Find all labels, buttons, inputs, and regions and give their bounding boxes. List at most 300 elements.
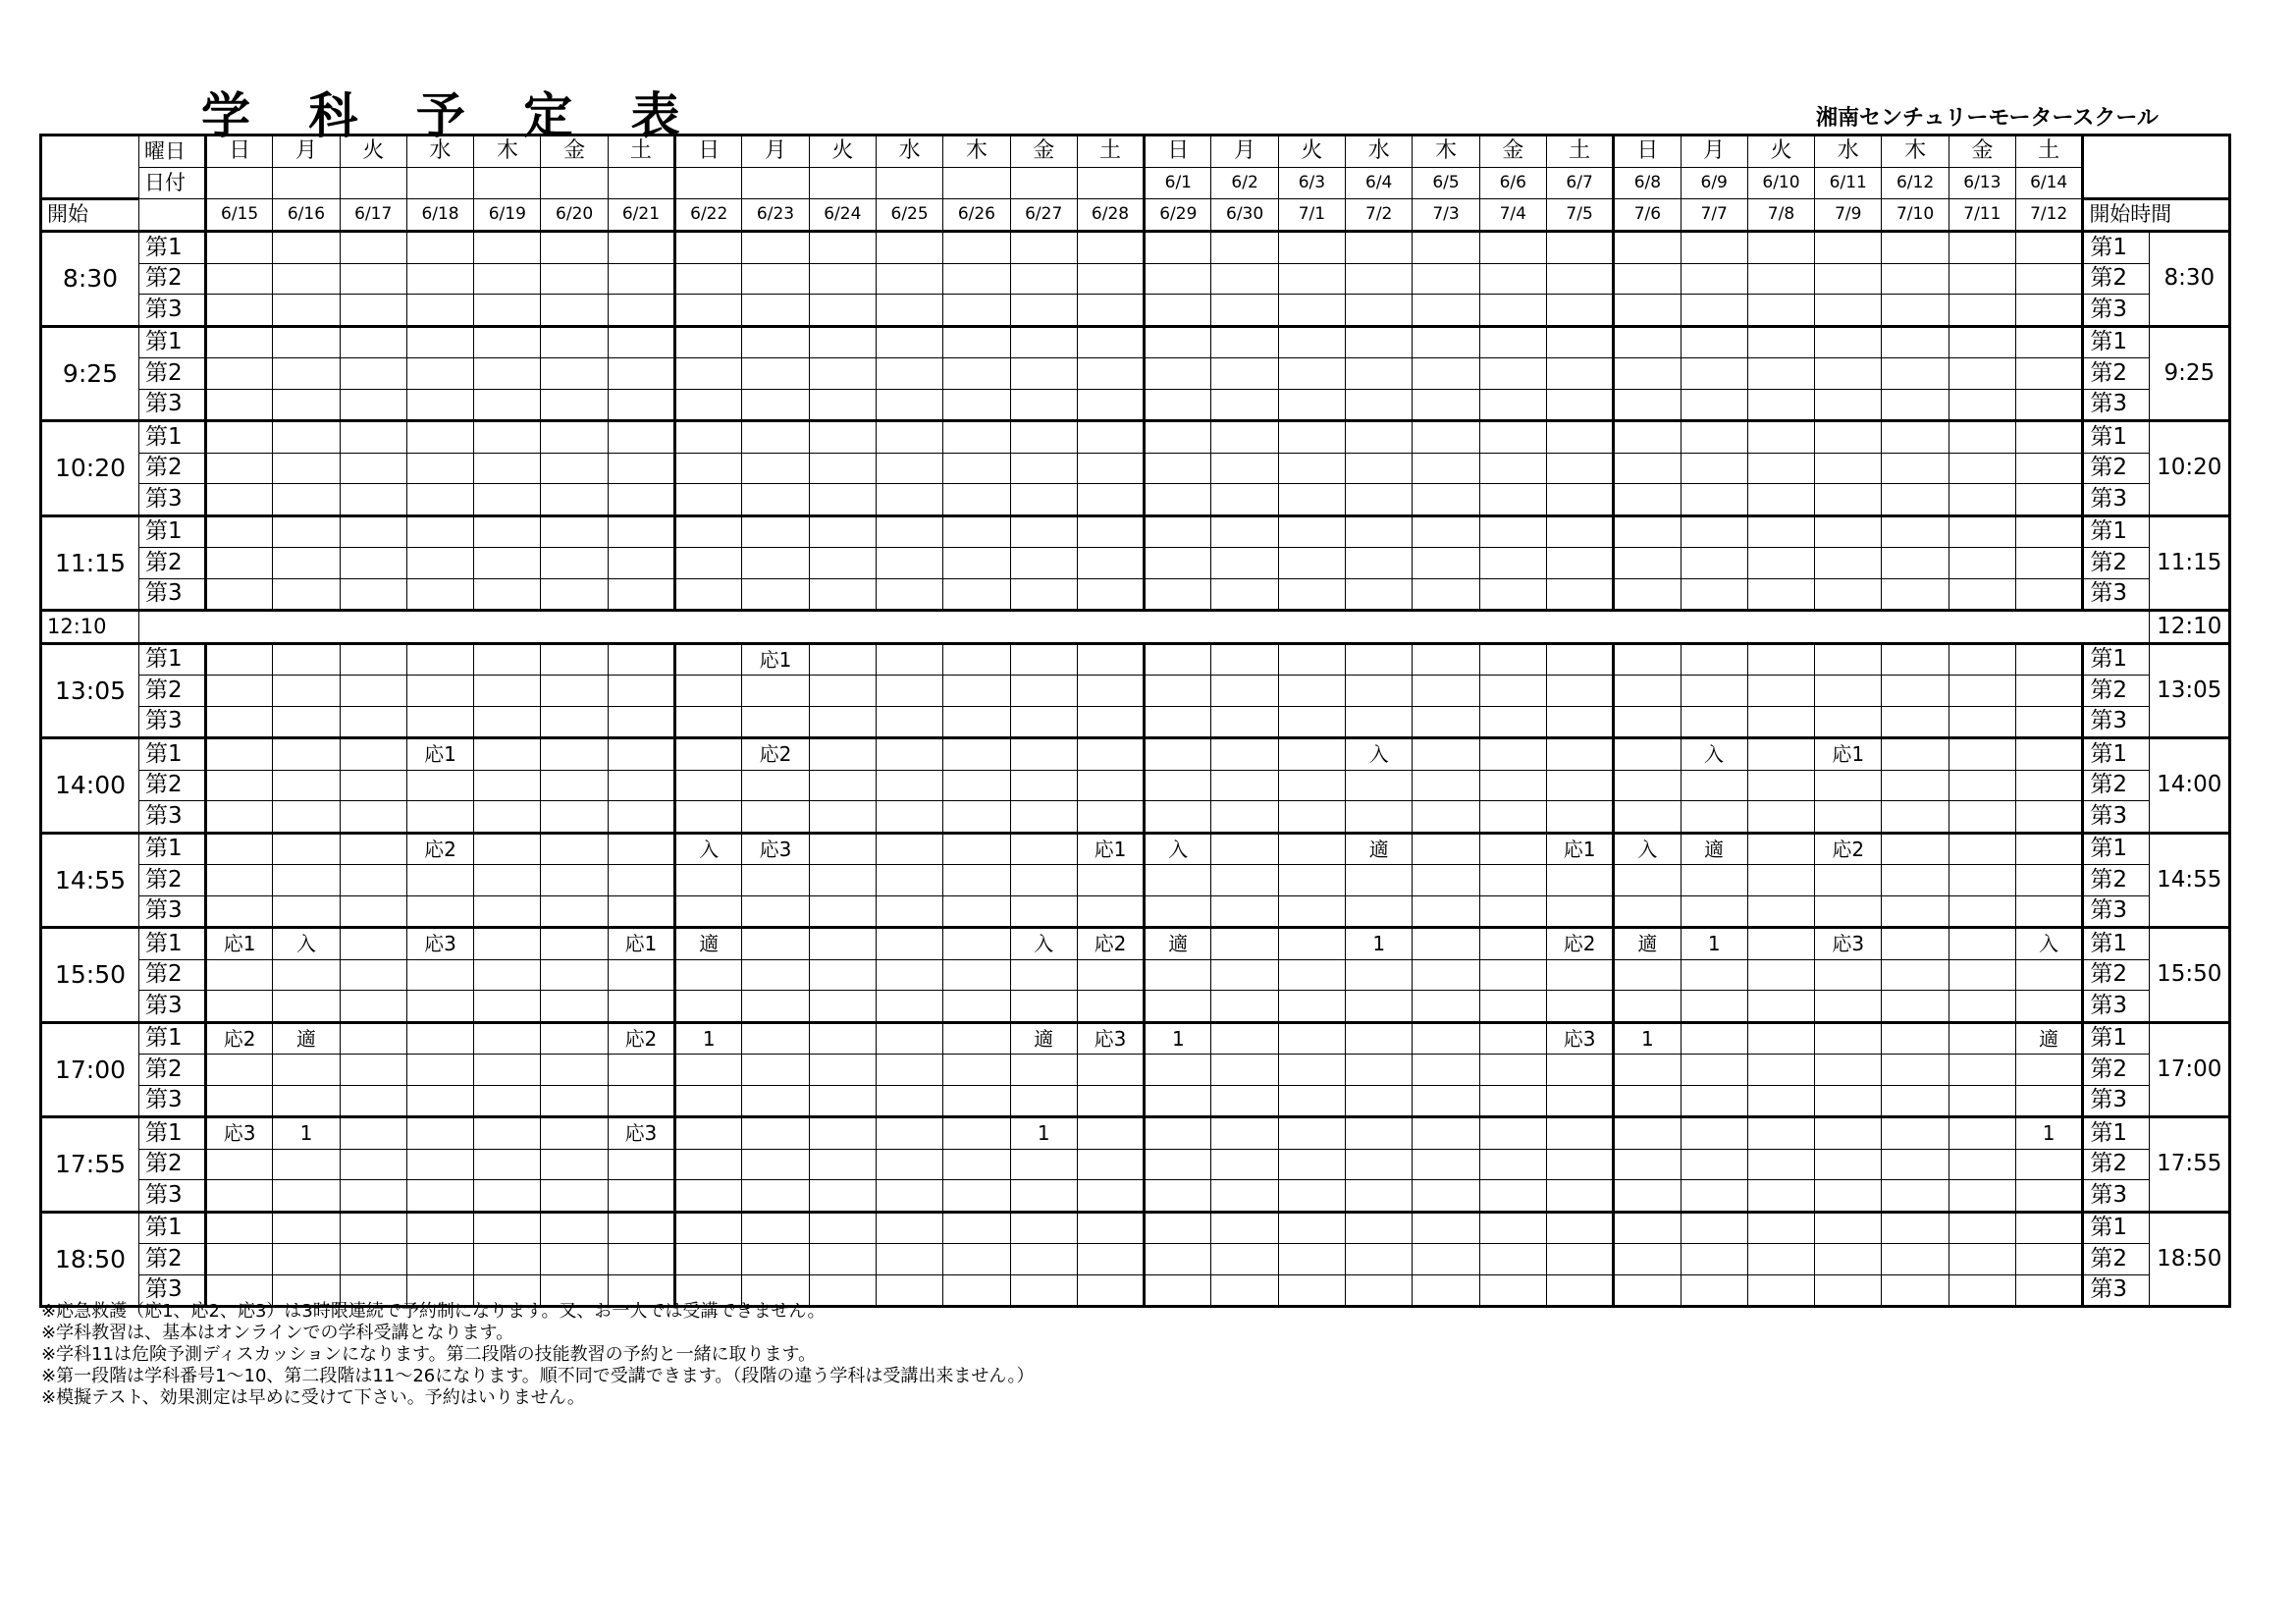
date-cell: 6/2: [1211, 167, 1278, 198]
schedule-cell: [876, 421, 942, 454]
schedule-cell: [1546, 548, 1613, 579]
schedule-cell: [1211, 358, 1278, 390]
schedule-cell: [943, 706, 1010, 738]
schedule-cell: [1479, 1244, 1546, 1275]
schedule-cell: [2016, 1149, 2083, 1180]
class-entry: 応2: [1546, 928, 1613, 960]
schedule-cell: [1145, 1244, 1211, 1275]
schedule-cell: [1278, 770, 1345, 801]
schedule-cell: [1614, 1180, 1681, 1213]
class-entry: 応1: [1815, 738, 1882, 771]
schedule-cell: [1949, 643, 2015, 676]
schedule-cell: [1546, 706, 1613, 738]
period-row: [41, 738, 2230, 771]
schedule-cell: [1346, 484, 1413, 516]
schedule-cell: [1010, 515, 1077, 548]
schedule-cell: [1747, 1244, 1814, 1275]
schedule-cell: [1882, 1085, 1949, 1117]
time-label: 12:10: [41, 611, 139, 644]
schedule-cell: [1145, 578, 1211, 611]
schedule-cell: [206, 326, 273, 358]
class-entry: 応2: [742, 738, 809, 771]
period-label: 第2: [139, 1055, 206, 1086]
schedule-cell: [876, 515, 942, 548]
schedule-cell: [2016, 706, 2083, 738]
schedule-cell: [1479, 1055, 1546, 1086]
schedule-cell: [876, 1055, 942, 1086]
schedule-cell: [1211, 865, 1278, 896]
schedule-cell: [1815, 1085, 1882, 1117]
schedule-cell: [1681, 676, 1747, 707]
schedule-cell: [675, 548, 742, 579]
schedule-cell: [876, 706, 942, 738]
schedule-cell: [1546, 326, 1613, 358]
date-cell: 6/29: [1145, 198, 1211, 232]
schedule-cell: [206, 1212, 273, 1244]
schedule-cell: [1010, 1085, 1077, 1117]
schedule-cell: [608, 643, 674, 676]
period-label: 第3: [139, 895, 206, 928]
schedule-cell: [608, 421, 674, 454]
schedule-cell: [1077, 548, 1144, 579]
schedule-cell: [876, 1244, 942, 1275]
schedule-cell: [1479, 1274, 1546, 1307]
schedule-cell: [1145, 295, 1211, 327]
schedule-cell: [943, 895, 1010, 928]
schedule-cell: [943, 833, 1010, 865]
schedule-cell: [1479, 1117, 1546, 1150]
schedule-cell: [1010, 578, 1077, 611]
schedule-cell: [206, 643, 273, 676]
schedule-cell: [608, 1212, 674, 1244]
schedule-cell: [1278, 295, 1345, 327]
schedule-cell: [541, 770, 608, 801]
schedule-cell: [876, 326, 942, 358]
period-label: 第2: [2083, 263, 2150, 295]
schedule-cell: [1949, 421, 2015, 454]
schedule-cell: [1882, 263, 1949, 295]
schedule-cell: [943, 643, 1010, 676]
schedule-cell: [608, 676, 674, 707]
weekday-cell: 水: [876, 135, 942, 168]
schedule-cell: [1077, 1274, 1144, 1307]
schedule-cell: [541, 421, 608, 454]
schedule-cell: [541, 389, 608, 421]
schedule-cell: [1479, 1149, 1546, 1180]
schedule-cell: [943, 959, 1010, 991]
schedule-cell: [340, 1055, 406, 1086]
class-entry: 応3: [1077, 1022, 1144, 1055]
schedule-cell: [809, 578, 876, 611]
schedule-cell: [876, 643, 942, 676]
schedule-cell: [742, 326, 809, 358]
schedule-cell: [742, 1085, 809, 1117]
schedule-cell: [1747, 991, 1814, 1023]
header-blank: [139, 198, 206, 232]
schedule-cell: [474, 1244, 541, 1275]
period-label: 第1: [2083, 515, 2150, 548]
schedule-cell: [809, 484, 876, 516]
schedule-cell: [541, 928, 608, 960]
date-cell: 6/28: [1077, 198, 1144, 232]
schedule-cell: [1346, 389, 1413, 421]
schedule-cell: [1681, 1180, 1747, 1213]
schedule-cell: [2016, 676, 2083, 707]
schedule-cell: [675, 389, 742, 421]
schedule-cell: [206, 895, 273, 928]
schedule-cell: [1010, 232, 1077, 264]
schedule-cell: [1614, 1055, 1681, 1086]
schedule-cell: [943, 865, 1010, 896]
class-entry: 入: [1346, 738, 1413, 771]
period-row: [41, 1085, 2230, 1117]
schedule-cell: [2016, 484, 2083, 516]
schedule-cell: [742, 1055, 809, 1086]
schedule-cell: [1681, 1274, 1747, 1307]
schedule-cell: [1546, 801, 1613, 834]
schedule-cell: [273, 548, 340, 579]
time-label: 14:00: [2150, 738, 2230, 834]
schedule-cell: [1747, 895, 1814, 928]
schedule-cell: [608, 1055, 674, 1086]
period-row: [41, 1244, 2230, 1275]
schedule-cell: [1614, 263, 1681, 295]
schedule-cell: [943, 389, 1010, 421]
schedule-cell: [943, 1244, 1010, 1275]
class-entry: 1: [273, 1117, 340, 1150]
schedule-cell: [474, 928, 541, 960]
schedule-cell: [541, 801, 608, 834]
schedule-cell: [1882, 928, 1949, 960]
class-entry: 応2: [206, 1022, 273, 1055]
schedule-cell: [1413, 295, 1479, 327]
date-cell: [608, 167, 674, 198]
schedule-cell: [340, 1212, 406, 1244]
schedule-cell: [474, 991, 541, 1023]
schedule-cell: [675, 770, 742, 801]
schedule-cell: [675, 1212, 742, 1244]
schedule-cell: [1882, 453, 1949, 484]
schedule-cell: [1278, 801, 1345, 834]
period-label: 第3: [2083, 1274, 2150, 1307]
schedule-cell: [1346, 1180, 1413, 1213]
schedule-cell: [541, 515, 608, 548]
period-label: 第3: [139, 801, 206, 834]
schedule-cell: [406, 865, 473, 896]
schedule-cell: [675, 991, 742, 1023]
schedule-cell: [1479, 1085, 1546, 1117]
schedule-cell: [206, 770, 273, 801]
schedule-cell: [541, 643, 608, 676]
schedule-cell: [2016, 232, 2083, 264]
schedule-cell: [608, 738, 674, 771]
schedule-cell: [809, 421, 876, 454]
time-label: 11:15: [41, 515, 139, 611]
schedule-cell: [541, 991, 608, 1023]
period-label: 第3: [2083, 389, 2150, 421]
weekday-cell: 水: [1346, 135, 1413, 168]
schedule-cell: [809, 358, 876, 390]
schedule-cell: [809, 991, 876, 1023]
schedule-cell: [340, 1244, 406, 1275]
time-label: 10:20: [2150, 421, 2230, 516]
schedule-cell: [1211, 738, 1278, 771]
period-label: 第1: [139, 326, 206, 358]
schedule-cell: [340, 706, 406, 738]
schedule-cell: [1747, 358, 1814, 390]
schedule-cell: [273, 959, 340, 991]
weekday-cell: 土: [1546, 135, 1613, 168]
period-row: [41, 515, 2230, 548]
schedule-cell: [1010, 326, 1077, 358]
period-label: 第2: [139, 770, 206, 801]
schedule-cell: [809, 295, 876, 327]
schedule-cell: [742, 1244, 809, 1275]
schedule-cell: [1077, 706, 1144, 738]
schedule-cell: [406, 1117, 473, 1150]
schedule-cell: [943, 295, 1010, 327]
schedule-cell: [541, 578, 608, 611]
weekday-cell: 土: [1077, 135, 1144, 168]
schedule-cell: [1681, 326, 1747, 358]
schedule-cell: [1010, 895, 1077, 928]
period-label: 第1: [139, 1212, 206, 1244]
schedule-cell: [1413, 1055, 1479, 1086]
schedule-cell: [406, 548, 473, 579]
schedule-cell: [406, 1022, 473, 1055]
schedule-cell: [1614, 676, 1681, 707]
schedule-cell: [340, 1117, 406, 1150]
weekday-cell: 火: [1278, 135, 1345, 168]
schedule-cell: [2016, 578, 2083, 611]
schedule-cell: [474, 548, 541, 579]
schedule-cell: [406, 959, 473, 991]
period-label: 第3: [2083, 484, 2150, 516]
schedule-cell: [273, 1180, 340, 1213]
schedule-cell: [1882, 833, 1949, 865]
date-cell: 6/24: [809, 198, 876, 232]
class-entry: 入: [675, 833, 742, 865]
schedule-cell: [1949, 232, 2015, 264]
schedule-cell: [608, 1149, 674, 1180]
schedule-cell: [1815, 515, 1882, 548]
schedule-cell: [541, 326, 608, 358]
schedule-cell: [406, 421, 473, 454]
weekday-cell: 日: [1145, 135, 1211, 168]
schedule-cell: [675, 263, 742, 295]
schedule-cell: [1747, 453, 1814, 484]
schedule-cell: [406, 643, 473, 676]
schedule-cell: [1681, 232, 1747, 264]
schedule-cell: [1346, 1055, 1413, 1086]
schedule-cell: [675, 326, 742, 358]
date-cell: 7/8: [1747, 198, 1814, 232]
schedule-cell: [1413, 928, 1479, 960]
schedule-cell: [406, 578, 473, 611]
weekday-cell: 土: [608, 135, 674, 168]
schedule-cell: [340, 770, 406, 801]
schedule-cell: [742, 676, 809, 707]
schedule-cell: [1278, 833, 1345, 865]
schedule-cell: [1211, 232, 1278, 264]
period-label: 第3: [2083, 706, 2150, 738]
schedule-cell: [608, 833, 674, 865]
schedule-cell: [1815, 1274, 1882, 1307]
schedule-cell: [273, 833, 340, 865]
class-entry: 応3: [608, 1117, 674, 1150]
period-label: 第2: [2083, 453, 2150, 484]
schedule-cell: [608, 1180, 674, 1213]
schedule-cell: [809, 928, 876, 960]
schedule-cell: [809, 643, 876, 676]
schedule-cell: [206, 1149, 273, 1180]
schedule-cell: [1278, 865, 1345, 896]
schedule-cell: [1882, 326, 1949, 358]
schedule-cell: [1949, 295, 2015, 327]
date-cell: 7/7: [1681, 198, 1747, 232]
period-label: 第1: [139, 833, 206, 865]
class-entry: 適: [1145, 928, 1211, 960]
schedule-cell: [474, 453, 541, 484]
class-entry: 応1: [742, 643, 809, 676]
schedule-cell: [608, 770, 674, 801]
class-entry: 応2: [406, 833, 473, 865]
date-cell: 6/10: [1747, 167, 1814, 198]
schedule-cell: [943, 1180, 1010, 1213]
schedule-cell: [608, 358, 674, 390]
schedule-cell: [541, 706, 608, 738]
weekday-cell: 木: [1882, 135, 1949, 168]
schedule-cell: [541, 1244, 608, 1275]
schedule-cell: [541, 1022, 608, 1055]
schedule-cell: [340, 453, 406, 484]
weekday-cell: 月: [742, 135, 809, 168]
schedule-cell: [1546, 1180, 1613, 1213]
date-cell: 6/26: [943, 198, 1010, 232]
schedule-cell: [206, 676, 273, 707]
schedule-cell: [474, 770, 541, 801]
schedule-cell: [1077, 643, 1144, 676]
schedule-cell: [1077, 1117, 1144, 1150]
schedule-cell: [1413, 1022, 1479, 1055]
school-name: 湘南センチュリーモータースクール: [1816, 106, 2159, 131]
schedule-cell: [1614, 991, 1681, 1023]
period-label: 第2: [139, 453, 206, 484]
schedule-cell: [1614, 358, 1681, 390]
date-cell: 6/3: [1278, 167, 1345, 198]
schedule-cell: [1747, 1212, 1814, 1244]
schedule-cell: [1614, 865, 1681, 896]
schedule-cell: [1614, 1085, 1681, 1117]
header-blank: [2083, 135, 2230, 168]
schedule-cell: [1882, 676, 1949, 707]
schedule-cell: [206, 548, 273, 579]
schedule-cell: [742, 453, 809, 484]
weekday-cell: 月: [1681, 135, 1747, 168]
schedule-cell: [1346, 263, 1413, 295]
schedule-cell: [206, 453, 273, 484]
schedule-cell: [1546, 1274, 1613, 1307]
date-cell: 7/11: [1949, 198, 2015, 232]
schedule-cell: [1747, 578, 1814, 611]
class-entry: 適: [1681, 833, 1747, 865]
schedule-cell: [1614, 548, 1681, 579]
schedule-cell: [809, 453, 876, 484]
schedule-cell: [876, 453, 942, 484]
schedule-cell: [2016, 959, 2083, 991]
schedule-cell: [1278, 1022, 1345, 1055]
schedule-cell: [1145, 548, 1211, 579]
schedule-cell: [1949, 738, 2015, 771]
schedule-cell: [1145, 706, 1211, 738]
schedule-cell: [1346, 1212, 1413, 1244]
schedule-cell: [608, 389, 674, 421]
schedule-cell: [1815, 358, 1882, 390]
schedule-cell: [1278, 1085, 1345, 1117]
class-entry: 応2: [1815, 833, 1882, 865]
schedule-cell: [1278, 232, 1345, 264]
schedule-cell: [1413, 232, 1479, 264]
schedule-cell: [2016, 295, 2083, 327]
schedule-cell: [1346, 232, 1413, 264]
note-line: ※模擬テスト、効果測定は早めに受けて下さい。予約はいりません。: [41, 1387, 585, 1408]
schedule-cell: [1747, 1055, 1814, 1086]
schedule-cell: [1882, 295, 1949, 327]
schedule-cell: [1949, 1274, 2015, 1307]
schedule-cell: [1145, 1274, 1211, 1307]
schedule-cell: [1949, 959, 2015, 991]
class-entry: 適: [1346, 833, 1413, 865]
schedule-cell: [1479, 801, 1546, 834]
schedule-cell: [809, 515, 876, 548]
note-line: ※学科11は危険予測ディスカッションになります。第二段階の技能教習の予約と一緒に取ります。: [41, 1344, 817, 1365]
date-cell: 7/2: [1346, 198, 1413, 232]
schedule-cell: [675, 1055, 742, 1086]
schedule-cell: [1077, 865, 1144, 896]
schedule-cell: [474, 389, 541, 421]
schedule-cell: [406, 1085, 473, 1117]
schedule-cell: [1077, 895, 1144, 928]
upper-date-row: [41, 167, 2230, 198]
schedule-cell: [1815, 801, 1882, 834]
schedule-cell: [1077, 1055, 1144, 1086]
period-label: 第3: [139, 578, 206, 611]
period-label: 第3: [2083, 578, 2150, 611]
period-row: [41, 295, 2230, 327]
period-row: [41, 1212, 2230, 1244]
period-label: 第3: [2083, 1180, 2150, 1213]
date-cell: 6/7: [1546, 167, 1613, 198]
schedule-cell: [1145, 1180, 1211, 1213]
schedule-cell: [340, 263, 406, 295]
schedule-cell: [809, 232, 876, 264]
schedule-cell: [1546, 232, 1613, 264]
schedule-cell: [1077, 1244, 1144, 1275]
period-label: 第3: [2083, 991, 2150, 1023]
schedule-cell: [675, 295, 742, 327]
schedule-cell: [1211, 1022, 1278, 1055]
schedule-cell: [206, 706, 273, 738]
period-row: [41, 959, 2230, 991]
schedule-cell: [340, 548, 406, 579]
schedule-cell: [943, 263, 1010, 295]
schedule-cell: [340, 295, 406, 327]
schedule-cell: [1747, 738, 1814, 771]
schedule-cell: [608, 326, 674, 358]
schedule-cell: [340, 959, 406, 991]
schedule-cell: [1815, 389, 1882, 421]
schedule-cell: [809, 1244, 876, 1275]
